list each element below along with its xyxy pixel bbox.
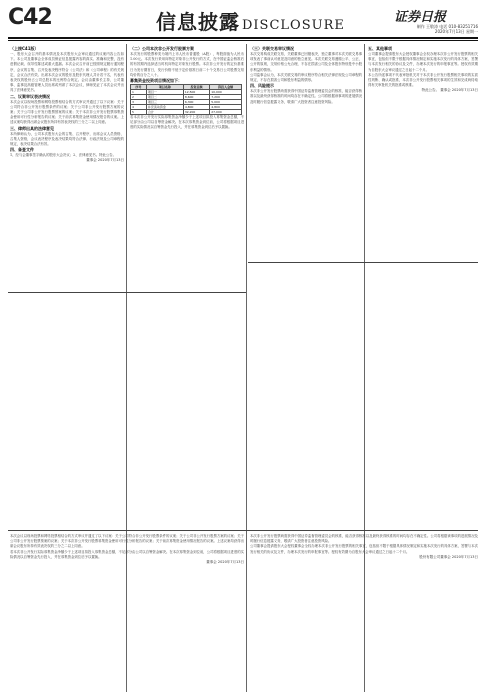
column-divider xyxy=(246,44,247,692)
bottom-right-block xyxy=(250,534,478,694)
investment-table xyxy=(130,84,242,115)
table-header-cell: 序号 xyxy=(131,85,147,90)
table-header-cell: 项目名称 xyxy=(146,85,183,90)
section-heading: 四、风险提示 xyxy=(250,83,274,89)
table-cell: 32,200 xyxy=(183,110,209,115)
body-text: 本次交易构成关联交易，关联董事已回避表决，独立董事对本次关联交易事项发表了事前认可意见及同意的独立意见。本次关联交易遵循公平、公正、公开的原则，交易价格公允合理，不存在损害公司及全体股东特别是中小股东利益的情形。 xyxy=(250,52,362,72)
body-text: 1、经与会董事签字确认的股东大会决议；2、法律意见书。特此公告。 xyxy=(10,153,117,158)
column-1 xyxy=(10,46,124,526)
table-row xyxy=(131,110,242,115)
table-cell: 3 xyxy=(131,100,147,105)
table-cell: 10,000 xyxy=(210,90,242,95)
bottom-left-block xyxy=(10,534,244,694)
section-heading: 三、律师出具的法律意见 xyxy=(10,125,54,131)
body-text: 一、股东大会召开的基本情况及本次股东大会审议通过的议案内容公告如下。本公司及董事会全体成员保证信息披露内容的真实、准确和完整，没有虚假记载、误导性陈述或重大遗漏。本次会议召开前已按照规定履行通知程序，会议的召集、召开及表决程序符合《公司法》和《公司章程》的有关规定，会议合法有效。出席本次会议的股东及股东代理人共计若干名，代表有表决权的股份占公司总股本的比例符合规定。会议由董事长主持，公司董事、监事及高级管理人员出席或列席了本次会议，律师见证了本次会议并出具了法律意见书。 xyxy=(10,52,124,93)
table-cell: 8,600 xyxy=(183,95,209,100)
body-text: 本次会议以现场投票和网络投票相结合的方式审议并通过了以下议案：关于公司符合非公开发行股票条件的议案；关于公司非公开发行股票方案的议案；关于公司非公开发行股票预案的议案；关于本次非公开发行股票募集资金使用可行性分析报告的议案；关于前次募集资金使用情况报告的议案。上述议案均获得出席会议股东所持有效表决权的三分之二以上同意。 xyxy=(10,534,244,549)
section-heading: （二）公司本次非公开发行股票方案 xyxy=(130,46,194,51)
table-title: 募集资金投资项目情况如下： xyxy=(130,78,182,84)
masthead-meta-1: 制作 王敬涛 电话 010-83251716 xyxy=(416,24,478,29)
table-cell: 4 xyxy=(131,105,147,110)
table-cell: 4,800 xyxy=(210,105,242,110)
table-cell: 项目一 xyxy=(146,90,183,95)
table-cell: 2 xyxy=(131,95,147,100)
section-divider xyxy=(8,530,478,531)
page-number: C42 xyxy=(8,5,52,30)
section-title-en: DISCLOSURE xyxy=(242,18,345,33)
masthead-meta-2: 2020年7月13日 星期一 xyxy=(434,29,478,34)
signature: 股份有限公司董事会 2020年7月13日 xyxy=(419,554,478,559)
signature: 董事会 2020年7月13日 xyxy=(86,158,124,163)
column-4 xyxy=(368,46,478,526)
table-cell: 12,500 xyxy=(183,90,209,95)
column-3 xyxy=(250,46,362,526)
body-text: 公司董事会提请股东大会授权董事会全权办理本次非公开发行股票的相关事宜，包括但不限于根据具体情况制定和实施本次发行的具体方案，签署与本次发行相关的协议及文件，办理本次发行的申报事宜等。授权有效期为自股东大会审议通过之日起十二个月。 xyxy=(250,544,478,554)
body-text: 本次发行的股票种类为境内上市人民币普通股（A股），每股面值为人民币1.00元。本次发行采用向特定对象非公开发行的方式，在中国证监会核准后的有效期内选择适当时机向特定对象发行股票。本次非公开发行的定价基准日为发行期首日，发行价格不低于定价基准日前二十个交易日公司股票交易均价的百分之八十。 xyxy=(130,52,244,77)
signature: 董事会 2020年7月13日 xyxy=(206,560,244,565)
table-cell: 5,000 xyxy=(210,100,242,105)
section-heading: 二、议案审议表决情况 xyxy=(10,93,50,99)
table-cell: 6,300 xyxy=(183,100,209,105)
table-header-cell: 拟投入金额 xyxy=(210,85,242,90)
section-heading: 五、其他事项 xyxy=(368,46,392,51)
table-cell: 5 xyxy=(131,110,147,115)
column-2 xyxy=(130,46,244,526)
table-cell: 7,200 xyxy=(210,95,242,100)
table-cell: 补充流动资金 xyxy=(146,105,183,110)
section-heading: （上接C41版） xyxy=(10,46,39,51)
body-text: 本公告所述事项不代表审批机关对于本次非公开发行股票相关事项的实质性判断、确认或批准，本次非公开发行股票相关事项的生效和完成尚待取得有关审批机关的批准或核准。 xyxy=(368,72,478,88)
masthead xyxy=(0,0,484,40)
body-text: 若本次非公开发行实际募集资金净额少于上述项目拟投入募集资金总额，不足部分由公司以自筹资金解决。在本次募集资金到位前，公司将根据项目进度的实际情况以自筹资金先行投入，并在募集资金到位后予以置换。 xyxy=(130,115,244,130)
table-cell: 1 xyxy=(131,90,147,95)
body-text: 公司董事会提请股东大会授权董事会全权办理本次非公开发行股票的相关事宜，包括但不限于根据具体情况制定和实施本次发行的具体方案，签署与本次发行相关的协议及文件，办理本次发行的申报事宜等。授权有效期为自股东大会审议通过之日起十二个月。 xyxy=(368,52,478,72)
masthead-rule-thin xyxy=(8,40,478,41)
body-text: 公司监事会认为，本次关联交易的审议程序符合相关法律法规及公司章程的规定，不存在损害公司和股东利益的情形。 xyxy=(250,72,362,83)
body-text: 若本次非公开发行实际募集资金净额少于上述项目拟投入募集资金总额，不足部分由公司以自筹资金解决。在本次募集资金到位前，公司将根据项目进度的实际情况以自筹资金先行投入，并在募集资金到位后予以置换。 xyxy=(10,549,244,559)
body-text: 本次会议以现场投票和网络投票相结合的方式审议并通过了以下议案：关于公司符合非公开发行股票条件的议案；关于公司非公开发行股票方案的议案；关于公司非公开发行股票预案的议案；关于本次非公开发行股票募集资金使用可行性分析报告的议案；关于前次募集资金使用情况报告的议案。上述议案均获得出席会议股东所持有效表决权的三分之二以上同意。 xyxy=(10,99,124,125)
table-cell: 27,000 xyxy=(210,110,242,115)
section-title-cn: 信息披露 xyxy=(156,10,240,34)
section-heading: （三）关联交易审议情况 xyxy=(250,46,294,51)
table-cell: 项目二 xyxy=(146,95,183,100)
body-text: 本次非公开发行股票尚需获得中国证券监督管理委员会的核准，能否获得核准以及最终获得核准的时间均存在不确定性。公司将根据该事项的进展情况及时履行信息披露义务，敬请广大投资者注意投资风险。 xyxy=(250,89,362,104)
signature: 特此公告。 董事会 2020年7月13日 xyxy=(421,88,478,93)
body-text: 本所律师认为，公司本次股东大会的召集、召开程序，出席会议人员资格、召集人资格，会议表决程序及表决结果均符合法律、行政法规及公司章程的规定，表决结果合法有效。 xyxy=(10,131,124,147)
section-heading: 四、备查文件 xyxy=(10,147,34,153)
table-header-cell: 投资总额 xyxy=(183,85,209,90)
body-text: 本次非公开发行股票尚需获得中国证券监督管理委员会的核准，能否获得核准以及最终获得核准的时间均存在不确定性。公司将根据该事项的进展情况及时履行信息披露义务，敬请广大投资者注意投资风险。 xyxy=(250,534,478,544)
table-cell: 合计 xyxy=(146,110,183,115)
table-cell: 项目三 xyxy=(146,100,183,105)
table-cell: 4,800 xyxy=(183,105,209,110)
masthead-rule xyxy=(8,37,478,39)
newspaper-logo: 证券日报 xyxy=(394,10,447,25)
